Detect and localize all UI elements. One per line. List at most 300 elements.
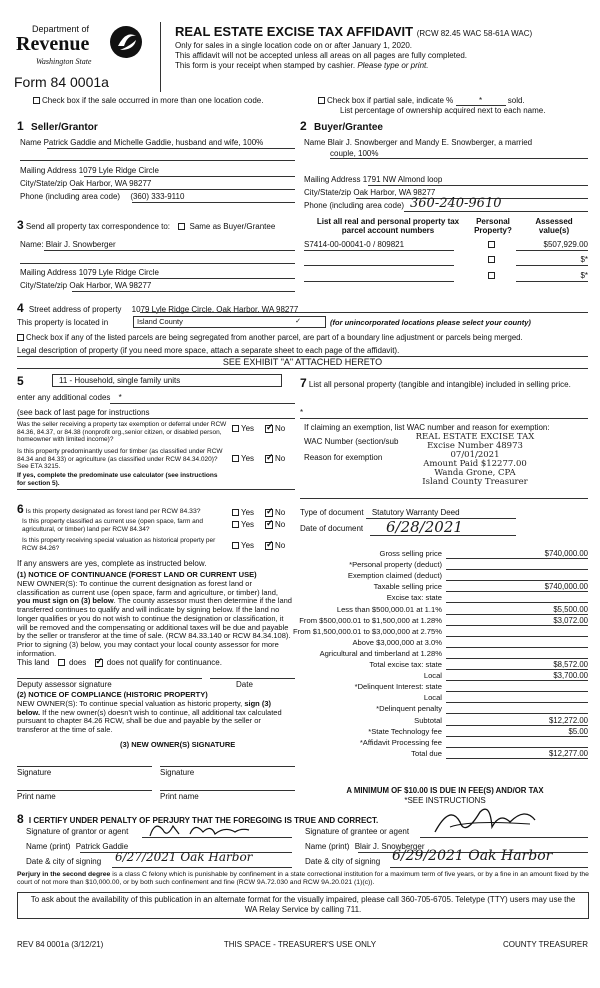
- does-not-label: does not qualify for continuance.: [106, 658, 222, 667]
- header-line1: Only for sales in a single location code on or after January 1, 2020.: [175, 41, 413, 50]
- print1-line: [17, 790, 152, 791]
- assessed-header1: Assessed: [535, 217, 573, 226]
- print2-label: Print name: [160, 792, 199, 801]
- tax-row: [300, 570, 590, 581]
- partial-sold: sold.: [507, 96, 525, 105]
- seller-section-title: [17, 119, 98, 133]
- tax-row: [300, 548, 590, 559]
- print2-line: [160, 790, 295, 791]
- correspondence-header: [17, 218, 275, 232]
- sec5-q2-no[interactable]: [265, 454, 285, 463]
- unincorp-note: (for unincorporated locations please select your county): [330, 318, 531, 327]
- stamp-line4: Amount Paid $12277.00: [423, 459, 527, 469]
- wac-label: WAC Number (section/sub: [304, 437, 399, 446]
- tax-row-value[interactable]: $3,700.00: [446, 671, 588, 681]
- does-label: does: [68, 658, 87, 667]
- sec6-q2-no[interactable]: [265, 520, 285, 529]
- tax-row-value[interactable]: [446, 593, 588, 603]
- buyer-phone-line: [404, 211, 588, 212]
- seller-name-line: [47, 148, 295, 149]
- tax-row: [300, 581, 590, 592]
- title-text: REAL ESTATE EXCISE TAX AFFIDAVIT: [175, 24, 414, 39]
- parcel-header2: parcel account numbers: [341, 226, 435, 235]
- parcel-header: [308, 217, 468, 235]
- grantee-date-value[interactable]: 6/29/2021 Oak Harbor: [392, 848, 553, 864]
- sec6-q3-yes[interactable]: [232, 541, 254, 550]
- grantee-signature-scribble: [430, 802, 540, 842]
- yes-label: Yes: [241, 508, 255, 517]
- notice1-body: [17, 580, 292, 658]
- header-line2: This affidavit will not be accepted unless all areas on all pages are fully completed.: [175, 51, 468, 60]
- deputy-date-line: [210, 678, 295, 679]
- tax-row-value[interactable]: $12,272.00: [446, 716, 588, 726]
- buyer-phone-value[interactable]: 360-240-9610: [410, 196, 502, 211]
- tax-row-value[interactable]: [446, 627, 588, 637]
- parcel-row3-vline: [516, 281, 588, 282]
- corr-name-line: [44, 250, 295, 251]
- treasurer-space: THIS SPACE - TREASURER'S USE ONLY: [223, 940, 377, 949]
- chevron-down-icon: ✓: [295, 318, 301, 325]
- sec6-q1-no[interactable]: [265, 508, 285, 517]
- checkbox-icon[interactable]: [33, 97, 40, 104]
- parcel-row3-line: [304, 281, 454, 282]
- corr-name-row[interactable]: [20, 240, 116, 249]
- tax-row-value[interactable]: [446, 571, 588, 581]
- county-select[interactable]: [133, 316, 326, 328]
- tax-row-label: Local: [423, 671, 442, 681]
- stamp-line1: REAL ESTATE EXCISE TAX: [415, 432, 535, 442]
- tax-row-label: Agricultural and timberland at 1.28%: [319, 648, 442, 658]
- corr-name-value[interactable]: Blair J. Snowberger: [45, 240, 116, 249]
- parcel-row2-checkbox[interactable]: [488, 255, 497, 264]
- reason-label: Reason for exemption: [304, 453, 383, 462]
- buyer-mail-row[interactable]: [304, 175, 442, 184]
- sec5-num: 5: [17, 374, 24, 388]
- use-code-value: 11 - Household, single family units: [59, 376, 181, 385]
- notice1-body-a: NEW OWNER(S): To continue the current designation as forest land or classification as current use (open space, farm and agriculture, or timber) land,: [17, 579, 278, 597]
- sec7-star[interactable]: *: [300, 408, 304, 417]
- grantee-date-label: Date & city of signing: [305, 857, 381, 866]
- this-land-label: This land: [17, 658, 50, 667]
- seller-mail-row[interactable]: [20, 166, 159, 175]
- tax-row-label: Less than $500,000.01 at 1.1%: [336, 604, 442, 614]
- tax-row-label: *Affidavit Processing fee: [359, 737, 442, 747]
- tax-row-value[interactable]: [446, 560, 588, 570]
- sec6-q3: Is this property receiving special valuation as historical property per RCW 84.26?: [22, 537, 216, 552]
- doc-type-row[interactable]: [300, 508, 460, 517]
- street-value[interactable]: 1079 Lyle Ridge Circle, Oak Harbor, WA 98277: [131, 305, 299, 314]
- sec6-q1-row: [17, 502, 232, 516]
- tax-row: [300, 637, 590, 648]
- tax-row-label: *Delinquent Interest: state: [354, 682, 442, 692]
- parcel-row2-vline: [516, 265, 588, 266]
- does-not-checked-icon[interactable]: [95, 659, 103, 667]
- certify-text: I CERTIFY UNDER PENALTY OF PERJURY THAT THE FOREGOING IS TRUE AND CORRECT.: [28, 816, 379, 825]
- tax-row-label: Excise tax: state: [386, 593, 442, 603]
- checkbox-icon[interactable]: [232, 521, 239, 528]
- stamp-line6: Island County Treasurer: [422, 477, 528, 487]
- seller-num: 1: [17, 119, 24, 133]
- checkbox-icon[interactable]: [232, 509, 239, 516]
- tax-row-label: Total excise tax: state: [369, 660, 442, 669]
- sec6-q3-no[interactable]: [265, 541, 285, 550]
- perjury-note: [17, 871, 589, 887]
- tax-row-value[interactable]: [446, 638, 588, 648]
- tax-row-label: Gross selling price: [379, 549, 442, 558]
- deputy-label: Deputy assessor signature: [17, 680, 112, 689]
- seller-phone-label: Phone (including area code): [20, 192, 121, 201]
- grantor-sig-line: [142, 837, 292, 838]
- buyer-phone-label: Phone (including area code): [304, 201, 405, 210]
- no-label: No: [275, 541, 286, 550]
- accessibility-text: To ask about the availability of this publication in an alternate format for the visually impaired, please call 360-705-6705. Teletype (TTY) users may use the WA Relay Service by calling 711.: [30, 895, 576, 914]
- seller-city-value[interactable]: Oak Harbor, WA 98277: [69, 179, 152, 188]
- parcel-header1: List all real and personal property tax: [316, 217, 460, 226]
- grantee-sig-line: [420, 837, 588, 838]
- notice2-body-b: If the new owner(s) doesn't wish to continue, all additional tax calculated pursuant to chapter 84.26 RCW, shall be due and payable by the seller or transferor at the time of sale.: [17, 707, 282, 735]
- doc-date-line: [370, 535, 516, 536]
- seller-name-label: Name: [20, 138, 42, 147]
- sec6-q1: Is this property designated as forest land per RCW 84.33?: [25, 508, 201, 515]
- corr-text: Send all property tax correspondence to:: [25, 222, 171, 231]
- seller-name-row[interactable]: [20, 138, 295, 147]
- checkbox-icon[interactable]: [318, 97, 325, 104]
- use-code-select[interactable]: [52, 374, 282, 387]
- notice3-title: (3) NEW OWNER(S) SIGNATURE: [120, 740, 236, 749]
- tax-row-label: Above $3,000,000 at 3.0%: [352, 637, 442, 647]
- parcel-row2-line: [304, 265, 454, 266]
- county-treasurer: COUNTY TREASURER: [502, 940, 588, 949]
- tax-row: [300, 604, 590, 615]
- doc-type-label: Type of document: [300, 508, 364, 517]
- see-back-line: [17, 418, 295, 419]
- tax-row-value[interactable]: $740,000.00: [446, 582, 588, 592]
- sec6-num: 6: [17, 502, 24, 516]
- notice2-body: [17, 700, 292, 735]
- sec5-q1-no[interactable]: [265, 424, 285, 433]
- sec6-if-any: If any answers are yes, complete as instructed below.: [17, 559, 207, 568]
- tax-row: [300, 648, 590, 659]
- sig2-label: Signature: [160, 768, 195, 777]
- checked-box-icon[interactable]: [265, 542, 273, 550]
- segregated-label: Check box if any of the listed parcels are being segregated from another parcel, are part of a boundary line adjustment or parcels being merged.: [26, 333, 523, 342]
- checked-box-icon[interactable]: [265, 425, 273, 433]
- no-label: No: [275, 424, 286, 433]
- tax-row: [300, 559, 590, 570]
- seller-phone-value[interactable]: (360) 333-9110: [130, 192, 185, 201]
- sec5-q1: Was the seller receiving a property tax exemption or deferral under RCW 84.36, 84.37, or 84.38 (nonprofit org.,senior citizen, or disabled person, homeowner with limited income)?: [17, 421, 227, 443]
- dept-line3: Washington State: [36, 57, 92, 66]
- sec8-num: 8: [17, 812, 24, 826]
- county-value: Island County: [137, 317, 183, 326]
- stamp-line5: Wanda Grone, CPA: [434, 468, 516, 478]
- checked-box-icon[interactable]: [265, 455, 273, 463]
- tax-row-value[interactable]: [446, 682, 588, 692]
- tax-row: [300, 670, 590, 681]
- claim-label: If claiming an exemption, list WAC number and reason for exemption:: [304, 423, 550, 432]
- notice1-bold: you must sign on (3) below: [17, 596, 114, 606]
- rev-number: REV 84 0001a (3/12/21): [17, 940, 104, 949]
- parcel-row1-value[interactable]: $507,929.00: [543, 240, 588, 249]
- doc-date-label: Date of document: [300, 524, 364, 533]
- addl-line: [110, 403, 295, 404]
- header-line3a: This form is your receipt when stamped by cashier.: [175, 61, 356, 70]
- tax-row-label: *State Technology fee: [368, 726, 442, 736]
- does-checkbox-icon[interactable]: [58, 659, 65, 666]
- sec5-end-line: [17, 489, 295, 490]
- corr-mail-label: Mailing Address: [20, 268, 77, 277]
- tax-row-value[interactable]: [446, 738, 588, 748]
- sec7-line1: [300, 418, 588, 419]
- notice2-title: (2) NOTICE OF COMPLIANCE (HISTORIC PROPERTY): [17, 690, 208, 699]
- tax-row: [300, 681, 590, 692]
- accessibility-box: [17, 892, 589, 919]
- buyer-name-label: Name: [304, 138, 326, 147]
- buyer-phone-row[interactable]: [304, 201, 404, 210]
- sec7-num: 7: [300, 376, 307, 390]
- no-label: No: [275, 454, 286, 463]
- buyer-city-value[interactable]: Oak Harbor, WA 98277: [353, 188, 436, 197]
- tax-row-label: Total due: [411, 748, 442, 758]
- grantor-date-value[interactable]: 6/27/2021 Oak Harbor: [115, 850, 253, 864]
- tax-row: [300, 748, 590, 759]
- yes-label: Yes: [241, 520, 255, 529]
- no-label: No: [275, 520, 286, 529]
- buyer-mail-value[interactable]: 1791 NW Almond loop: [362, 175, 443, 184]
- tax-row: [300, 715, 590, 726]
- sig2-line: [160, 766, 295, 767]
- seller-phone-row[interactable]: [20, 192, 184, 201]
- tax-row-label: From $500,000.01 to $1,500,000 at 1.28%: [299, 615, 442, 625]
- personal-header2: Property?: [474, 226, 512, 235]
- corr-city-line: [72, 291, 295, 292]
- sec6-q2-yes[interactable]: [232, 520, 254, 529]
- no-label: No: [275, 508, 286, 517]
- sec7-line2: [300, 498, 588, 499]
- print1-label: Print name: [17, 792, 56, 801]
- exhibit-text[interactable]: SEE EXHIBIT "A" ATTACHED HERETO: [222, 357, 383, 367]
- seller-blank-line: [20, 160, 295, 161]
- header-divider: [160, 22, 161, 92]
- assessed-header: [520, 217, 588, 235]
- exhibit-line: [17, 368, 588, 369]
- doc-date-value[interactable]: 6/28/2021: [386, 518, 463, 536]
- multi-location-label: Check box if the sale occurred in more than one location code.: [42, 96, 264, 105]
- partial-sale-check[interactable]: [318, 96, 525, 106]
- tax-row: [292, 626, 590, 637]
- checkbox-icon[interactable]: [17, 334, 24, 341]
- checkbox-icon[interactable]: [488, 241, 495, 248]
- grantee-name-value[interactable]: Blair J. Snowberger: [354, 842, 425, 851]
- perjury-text: is a class C felony which is punishable by confinement in a state correctional institution for a maximum term of five years, or by a fine in an amount fixed by the court of not more than $10,000.00, or by both such confinement and fine (RCW 9A.72.030 and RCW 9A.20.021 (1)(c)).: [17, 871, 589, 886]
- parcel-row3-value[interactable]: $*: [580, 271, 588, 280]
- street-line: [140, 312, 588, 313]
- buyer-mail-label: Mailing Address: [304, 175, 361, 184]
- parcel-row1-vline: [516, 250, 588, 251]
- checkbox-icon[interactable]: [232, 542, 239, 549]
- buyer-section-title: [300, 119, 383, 133]
- checked-box-icon[interactable]: [265, 521, 273, 529]
- tax-row-label: Taxable selling price: [373, 582, 442, 592]
- legal-label: Legal description of property (if you need more space, attach a separate sheet to each page of the affidavit).: [17, 346, 400, 355]
- buyer-name-row[interactable]: [304, 138, 589, 147]
- addl-label: enter any additional codes: [17, 393, 111, 402]
- sec6-q2: Is this property classified as current use (open space, farm and agricultural, or timber) land per RCW 84.34?: [22, 518, 204, 533]
- dept-line1: Department of: [32, 24, 90, 34]
- corr-mail-value[interactable]: 1079 Lyle Ridge Circle: [78, 268, 159, 277]
- corr-city-row[interactable]: [20, 281, 151, 290]
- parcel-row2-value[interactable]: $*: [580, 255, 588, 264]
- buyer-name-line: [330, 158, 588, 159]
- sig1-line: [17, 766, 152, 767]
- grantor-date-line: [112, 867, 292, 868]
- buyer-name-value2[interactable]: couple, 100%: [330, 149, 379, 158]
- sec5-q2b: If yes, complete the predominate use calculator (see instructions for section 5).: [17, 472, 218, 487]
- corr-blank-line: [20, 263, 295, 264]
- buyer-num: 2: [300, 119, 307, 133]
- tax-row-value[interactable]: [446, 704, 588, 714]
- seller-city-line: [72, 189, 295, 190]
- seller-mail-value[interactable]: 1079 Lyle Ridge Circle: [78, 166, 159, 175]
- sec7-header: [300, 378, 590, 390]
- seller-city-label: City/State/zip: [20, 179, 68, 188]
- tax-row-value[interactable]: [446, 649, 588, 659]
- form-number: Form 84 0001a: [14, 74, 109, 90]
- personal-header: [468, 217, 518, 235]
- grantor-name-value[interactable]: Patrick Gaddie: [75, 842, 129, 851]
- sig1-label: Signature: [17, 768, 52, 777]
- checkbox-icon[interactable]: [488, 256, 495, 263]
- yes-label: Yes: [241, 454, 255, 463]
- grantor-sig-label: Signature of grantor or agent: [26, 827, 129, 836]
- stamp-line2: Excise Number 48973: [427, 441, 523, 451]
- tax-row-label: Local: [423, 693, 442, 703]
- buyer-title: Buyer/Grantee: [314, 122, 383, 133]
- parcel-row3-checkbox[interactable]: [488, 271, 497, 280]
- paid-stamp: [400, 433, 550, 487]
- corr-mail-line: [84, 278, 295, 279]
- multi-location-check[interactable]: [33, 96, 263, 105]
- tax-row-value[interactable]: $740,000.00: [446, 549, 588, 559]
- tax-row: [300, 592, 590, 603]
- tax-row: [300, 615, 590, 626]
- header-line3b: Please type or print.: [357, 61, 429, 70]
- seller-mail-label: Mailing Address: [20, 166, 77, 175]
- deputy-sig-line: [17, 678, 202, 679]
- grantee-sig-label: Signature of grantee or agent: [305, 827, 410, 836]
- tax-row-label: Subtotal: [414, 715, 442, 725]
- tax-row: [300, 703, 590, 714]
- title-ref: (RCW 82.45 WAC 58-61A WAC): [416, 29, 533, 38]
- parcel-row1-line: [304, 250, 454, 251]
- see-back: (see back of last page for instructions: [17, 408, 150, 417]
- yes-label: Yes: [241, 424, 255, 433]
- sec5-q2: Is this property predominantly used for timber (as classified under RCW 84.34 and 84.33) or agriculture (as classified under RCW 84.34.020)? See ETA 3215.: [17, 448, 223, 470]
- deputy-date-label: Date: [236, 680, 253, 689]
- parcel-row1-checkbox[interactable]: [488, 240, 497, 249]
- partial-sale-label: Check box if partial sale, indicate %: [327, 96, 454, 105]
- assessed-header2: value(s): [538, 226, 570, 235]
- tax-row: [300, 659, 590, 670]
- located-label: This property is located in: [17, 318, 109, 327]
- buyer-mail-line: [368, 185, 588, 186]
- same-as-checkbox-icon[interactable]: [178, 223, 185, 230]
- corr-city-label: City/State/zip: [20, 281, 68, 290]
- partial-pct[interactable]: *: [456, 96, 506, 106]
- corr-mail-row[interactable]: [20, 268, 159, 277]
- addl-codes-row[interactable]: [17, 393, 122, 402]
- seller-city-row[interactable]: [20, 179, 151, 188]
- prop-num: 4: [17, 301, 24, 315]
- seller-name-value[interactable]: Patrick Gaddie and Michelle Gaddie, husband and wife, 100%: [43, 138, 264, 147]
- checkbox-icon[interactable]: [232, 425, 239, 432]
- stamp-line3: 07/01/2021: [450, 450, 500, 460]
- corr-city-value[interactable]: Oak Harbor, WA 98277: [69, 281, 152, 290]
- segregated-check[interactable]: [17, 333, 523, 342]
- tax-row-label: Exemption claimed (deduct): [347, 571, 442, 581]
- seller-phone-line: [132, 202, 295, 203]
- tax-row-value[interactable]: $3,072.00: [446, 616, 588, 626]
- grantor-name-row[interactable]: [26, 842, 128, 851]
- tax-row-value[interactable]: $12,277.00: [446, 749, 588, 759]
- grantor-name-label: Name (print): [26, 842, 71, 851]
- parcel-row1-number[interactable]: S7414-00-00041-0 / 809821: [304, 240, 405, 249]
- corr-same-as: Same as Buyer/Grantee: [189, 222, 276, 231]
- sec6-q1-yes[interactable]: [232, 508, 254, 517]
- seller-title: Seller/Grantor: [31, 122, 98, 133]
- dept-line2: Revenue: [16, 33, 90, 55]
- notice2-body-a: NEW OWNER(S): To continue special valuation as historic property,: [17, 699, 243, 708]
- tax-row-value[interactable]: [446, 693, 588, 703]
- doc-type-value[interactable]: Statutory Warranty Deed: [371, 508, 460, 517]
- tax-row: [300, 737, 590, 748]
- grantee-date-line: [390, 867, 588, 868]
- header-line3: [175, 61, 428, 70]
- revenue-logo: [14, 22, 164, 82]
- buyer-name-value1[interactable]: Blair J. Snowberger and Mandy E. Snowberger, a married: [327, 138, 533, 147]
- tax-row-label: *Personal property (deduct): [349, 560, 442, 570]
- yes-label: Yes: [241, 541, 255, 550]
- tax-row: [300, 692, 590, 703]
- checked-box-icon[interactable]: [265, 509, 273, 517]
- form-title: [175, 24, 532, 39]
- tax-row-label: *Delinquent penalty: [376, 704, 442, 714]
- checkbox-icon[interactable]: [488, 272, 495, 279]
- notice1-body-b: . The county assessor must then determine if the land transferred continues to qualify and will indicate by signing below. If the land no longer qualifies or you do not wish to continue the designation or classification, it will be removed and the compensating or additional taxes will be due and payable by the seller or transferor at the time of sale. (RCW 84.33.140 or RCW 84.34.108). Prior to signing (3) below, you may contact your local county assessor for more information.: [17, 596, 292, 658]
- grantor-date-label: Date & city of signing: [26, 857, 102, 866]
- sec7-text: List all personal property (tangible and intangible) included in selling price.: [308, 380, 571, 389]
- perjury-bold: Perjury in the second degree: [17, 871, 111, 878]
- addl-value[interactable]: *: [118, 393, 122, 402]
- minimum-note: A MINIMUM OF $10.00 IS DUE IN FEE(S) AND/OR TAX: [346, 786, 544, 795]
- tax-row-value[interactable]: $5,500.00: [446, 605, 588, 615]
- buyer-city-label: City/State/zip: [304, 188, 352, 197]
- see-instructions: *SEE INSTRUCTIONS: [404, 796, 486, 805]
- partial-note: List percentage of ownership acquired next to each name.: [340, 106, 546, 115]
- grantee-name-label: Name (print): [305, 842, 350, 851]
- tax-row-value[interactable]: $5.00: [446, 727, 588, 737]
- tax-row-label: From $1,500,000.01 to $3,000,000 at 2.75%: [292, 626, 442, 636]
- sec5-q1-yes[interactable]: [232, 424, 254, 433]
- tax-row-value[interactable]: $8,572.00: [446, 660, 588, 670]
- sec5-q2-yes[interactable]: [232, 454, 254, 463]
- revenue-swirl-icon: [108, 24, 144, 60]
- checkbox-icon[interactable]: [232, 455, 239, 462]
- street-label: Street address of property: [28, 305, 122, 314]
- notice1-title: (1) NOTICE OF CONTINUANCE (FOREST LAND OR CURRENT USE): [17, 570, 257, 579]
- corr-num: 3: [17, 218, 24, 232]
- notice2-bold: sign (3) below.: [17, 699, 271, 717]
